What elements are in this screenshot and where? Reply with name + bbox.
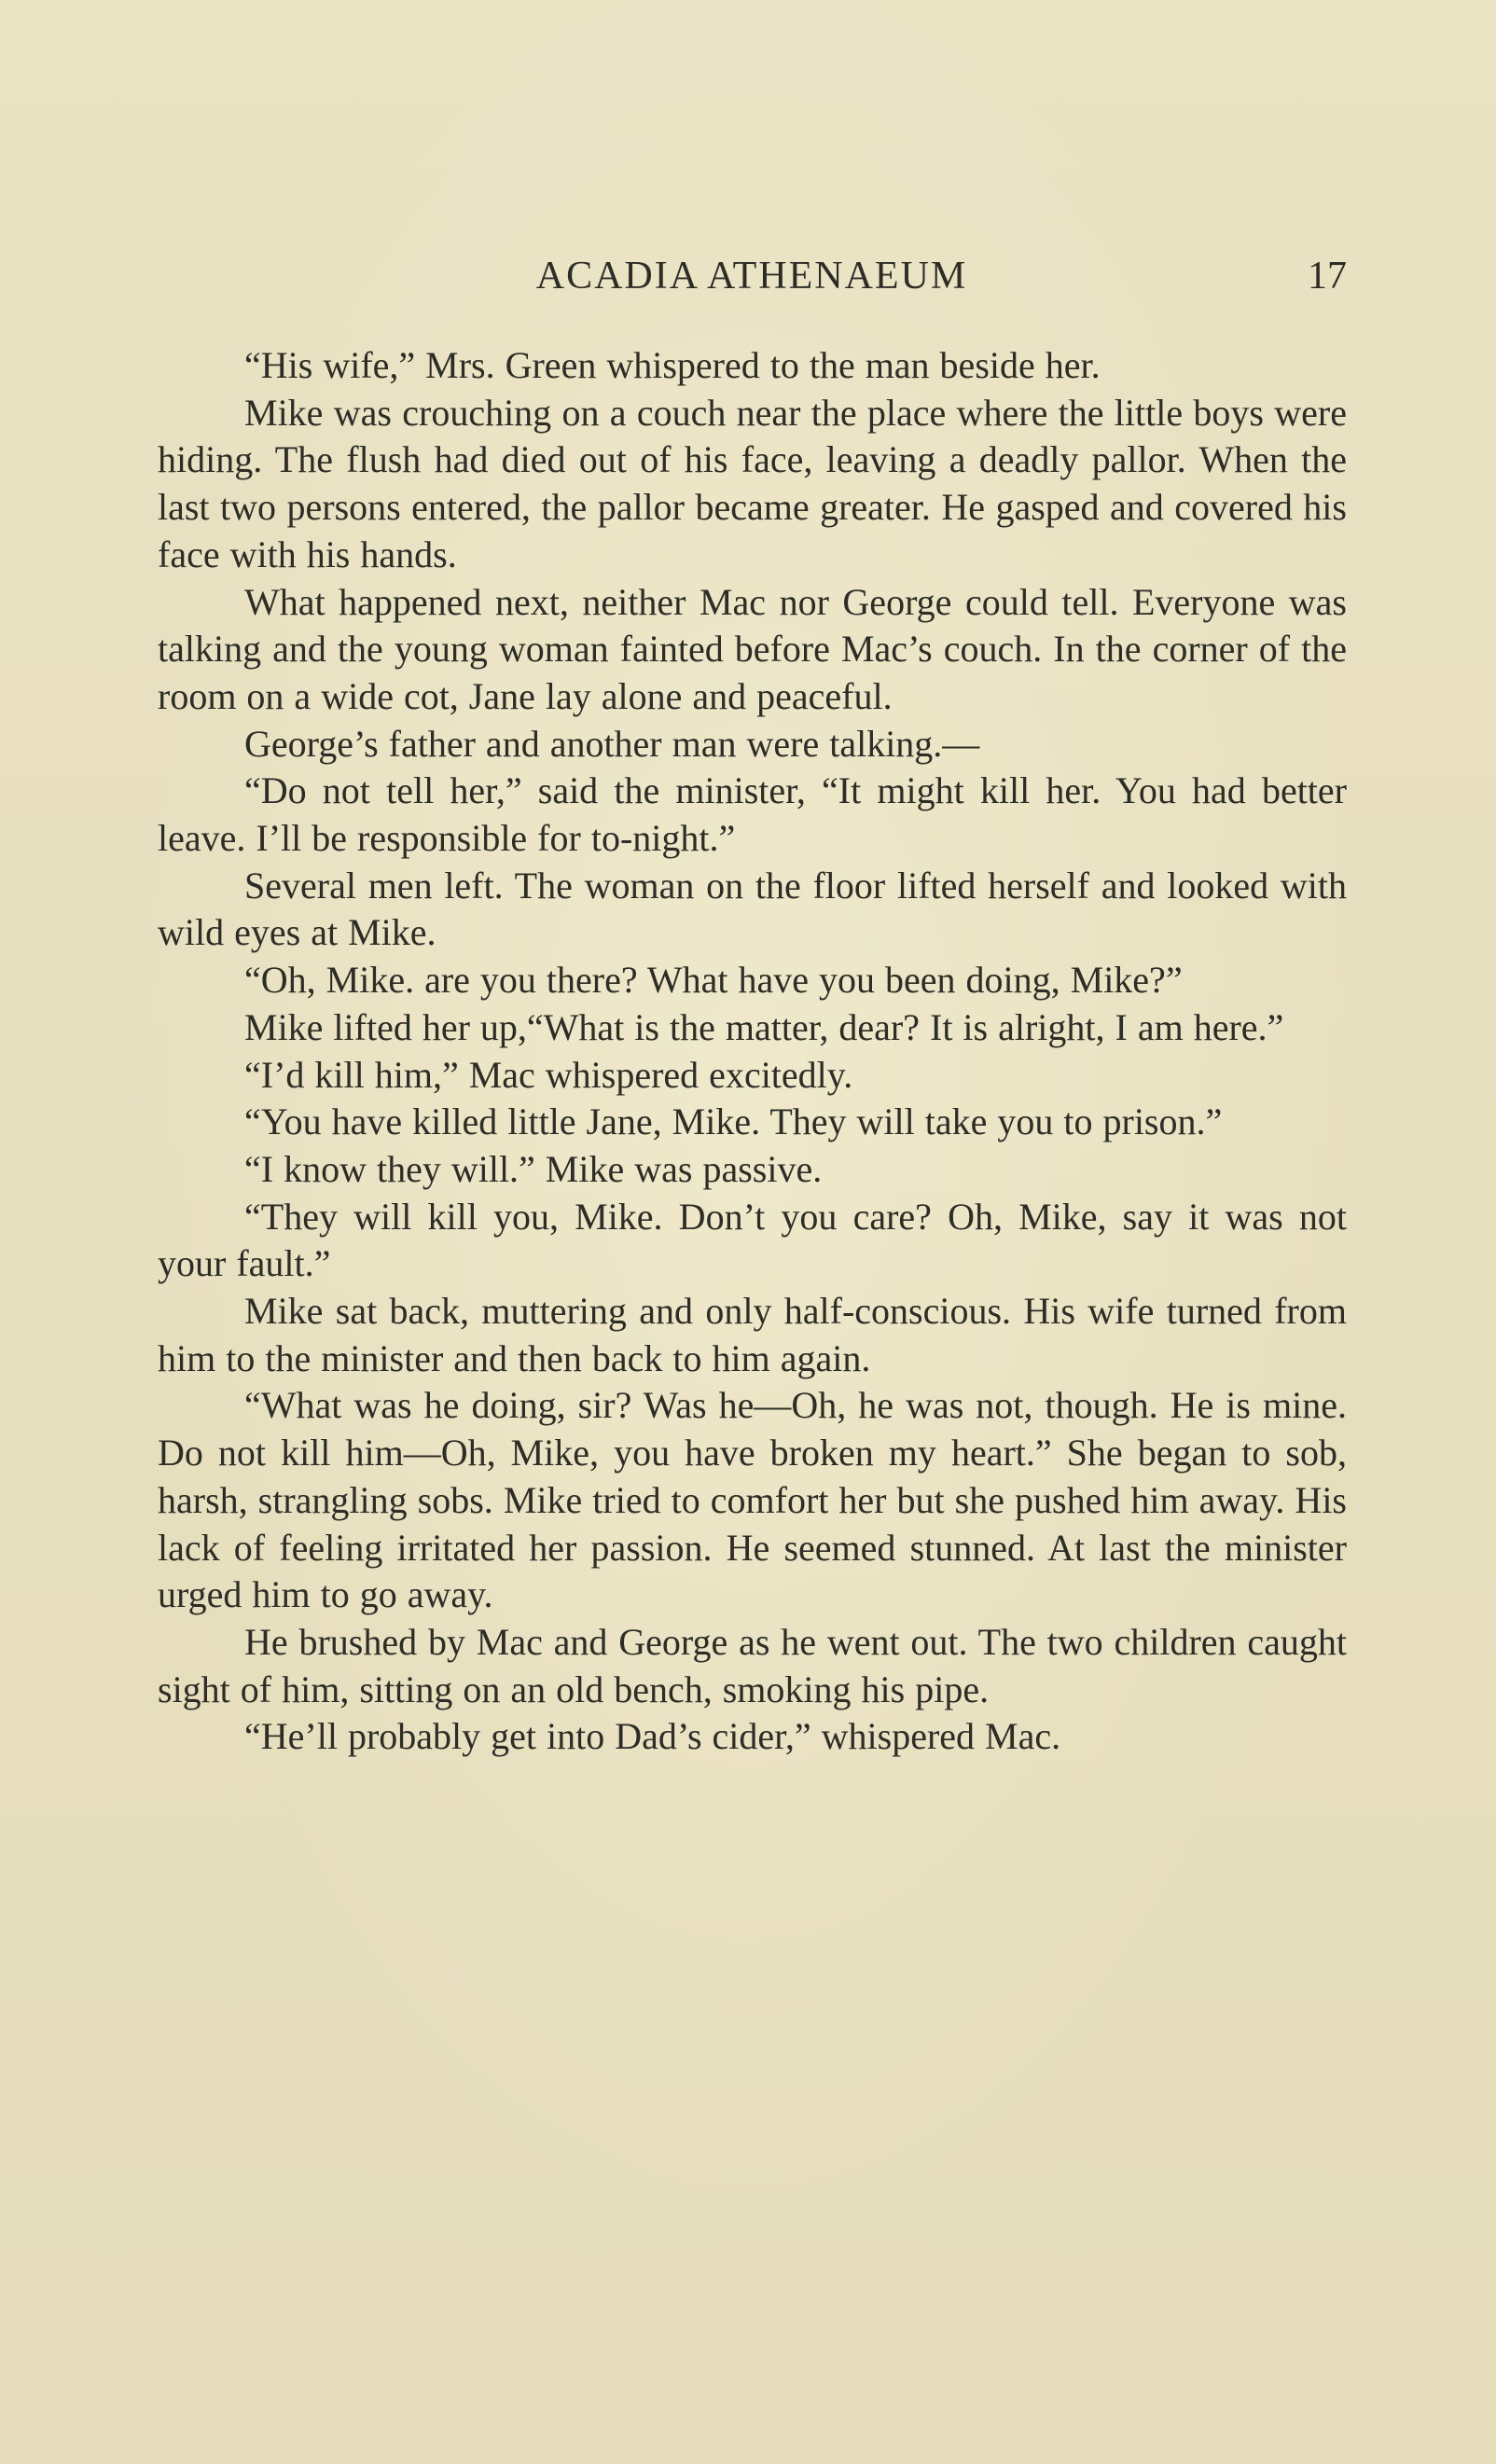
paragraph: George’s father and another man were talking.— — [244, 722, 980, 765]
body-text — [158, 342, 1347, 1761]
paragraph: “He’ll probably get into Dad’s cider,” whispered Mac. — [244, 1715, 1061, 1758]
paragraph: “Oh, Mike. are you there? What have you been doing, Mike?” — [244, 959, 1183, 1002]
paragraph: Several men left. The woman on the floor lifted herself and looked with wild eyes at Mike. — [158, 864, 1347, 954]
paragraph: What happened next, neither Mac nor George could tell. Everyone was talking and the young woman fainted before Mac’s couch. In the corner of the room on a wide cot, Jane lay alone and peaceful. — [158, 580, 1347, 717]
paragraph: He brushed by Mac and George as he went out. The two children caught sight of him, sitting on an old bench, smoking his pipe. — [158, 1620, 1347, 1710]
paragraph: “I’d kill him,” Mac whispered excitedly. — [244, 1053, 853, 1096]
paragraph: “What was he doing, sir? Was he—Oh, he was not, though. He is mine. Do not kill him—Oh, Mike, you have broken my heart.” She began to sob, harsh, strangling sobs. Mike tried to comfort her but she pushed him away. His lack of feeling irritated her passion. He seemed stunned. At last the minister urged him to go away. — [158, 1384, 1347, 1616]
paragraph: “You have killed little Jane, Mike. They will take you to prison.” — [244, 1100, 1223, 1143]
page-header — [157, 250, 1347, 302]
paragraph: Mike sat back, muttering and only half-conscious. His wife turned from him to the minister and then back to him again. — [158, 1290, 1347, 1379]
paragraph: “They will kill you, Mike. Don’t you care? Oh, Mike, say it was not your fault.” — [158, 1195, 1347, 1285]
paragraph: Mike lifted her up,“What is the matter, dear? It is alright, I am here.” — [244, 1005, 1284, 1048]
paragraph: “Do not tell her,” said the minister, “It might kill her. You had better leave. I’ll be responsible for to-night.” — [158, 769, 1347, 860]
paragraph: “I know they will.” Mike was passive. — [244, 1147, 823, 1190]
page-number: 17 — [1308, 255, 1347, 298]
paragraph: Mike was crouching on a couch near the place where the little boys were hiding. The flush had died out of his face, leaving a deadly pallor. When the last two persons entered, the pallor became greater. He gasped and covered his face with his hands. — [158, 391, 1347, 575]
paragraph: “His wife,” Mrs. Green whispered to the man beside her. — [244, 344, 1101, 386]
running-title: ACADIA ATHENAEUM — [535, 255, 968, 298]
